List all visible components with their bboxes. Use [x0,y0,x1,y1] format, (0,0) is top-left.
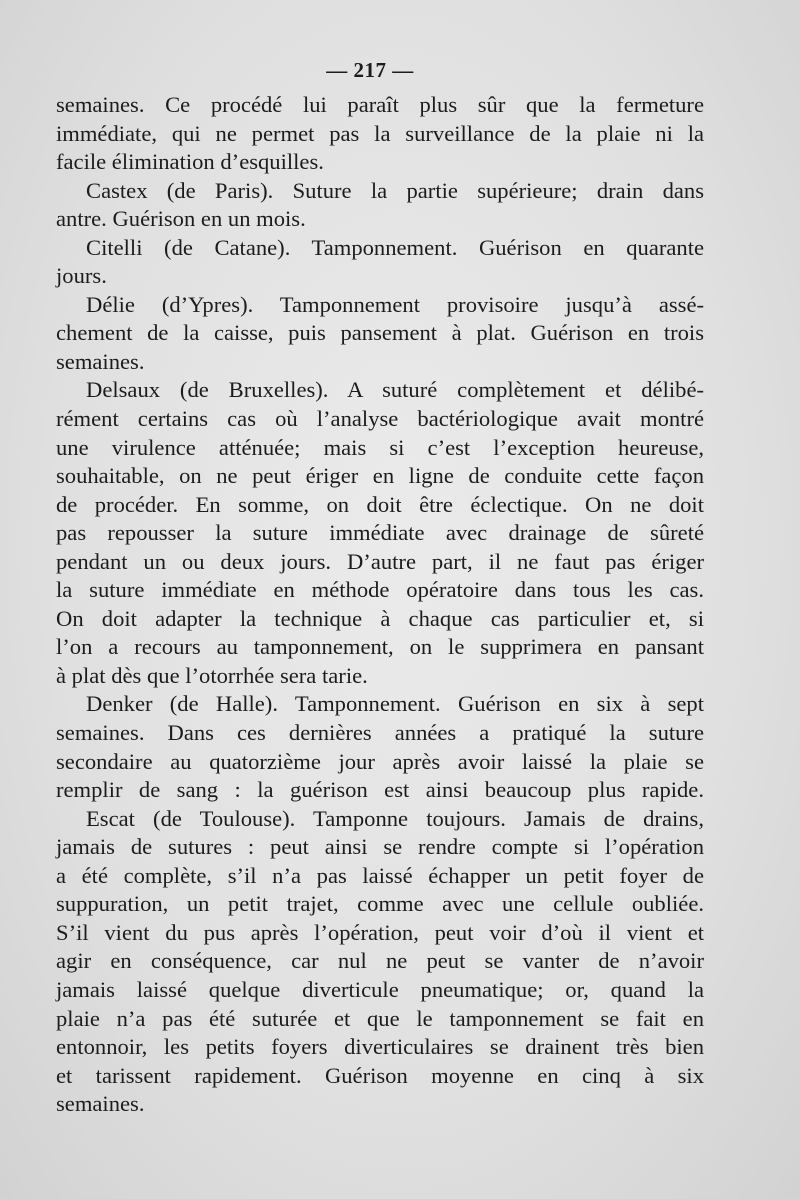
text-line: jamais laissé quelque diverticule pneumatique; or, quand la [56,976,704,1002]
text-line: Castex (de Paris). Suture la partie supérieure; drain dans [86,177,704,203]
text-line: pas repousser la suture immédiate avec drainage de sûreté [56,520,704,546]
text-line: Citelli (de Catane). Tamponnement. Guérison en quarante [86,234,704,260]
text-line: Escat (de Toulouse). Tamponne toujours. Jamais de drains, [86,805,704,831]
text-line: la suture immédiate en méthode opératoire dans tous les cas. [56,577,704,603]
text-line: remplir de sang : la guérison est ainsi beaucoup plus rapide. [56,777,704,803]
text-line: rément certains cas où l’analyse bactériologique avait montré [56,406,704,432]
text-line: a été complète, s’il n’a pas laissé échapper un petit foyer de [56,862,704,888]
text-line: semaines. [56,348,145,374]
body-text [56,91,704,1119]
text-line: une virulence atténuée; mais si c’est l’exception heureuse, [56,434,704,460]
text-line: semaines. Dans ces dernières années a pratiqué la suture [56,720,704,746]
text-line: et tarissent rapidement. Guérison moyenne en cinq à six [56,1062,704,1088]
text-line: souhaitable, on ne peut ériger en ligne de conduite cette façon [56,463,704,489]
text-line: Délie (d’Ypres). Tamponnement provisoire jusqu’à assé- [86,291,704,317]
text-line: pendant un ou deux jours. D’autre part, il ne faut pas ériger [56,548,704,574]
text-line: facile élimination d’esquilles. [56,149,324,175]
text-line: agir en conséquence, car nul ne peut se vanter de n’avoir [56,948,704,974]
text-line: jamais de sutures : peut ainsi se rendre compte si l’opération [56,834,704,860]
text-line: de procéder. En somme, on doit être éclectique. On ne doit [56,491,704,517]
text-line: On doit adapter la technique à chaque cas particulier et, si [56,605,704,631]
page-number: — 217 — [326,58,414,82]
text-line: à plat dès que l’otorrhée sera tarie. [56,662,368,688]
text-line: semaines. Ce procédé lui paraît plus sûr que la fermeture [56,92,704,117]
text-line: semaines. [56,1091,145,1117]
text-line: immédiate, qui ne permet pas la surveillance de la plaie ni la [56,120,704,146]
text-line: S’il vient du pus après l’opération, peut voir d’où il vient et [56,919,704,945]
text-line: l’on a recours au tamponnement, on le supprimera en pansant [56,634,704,660]
text-line: Delsaux (de Bruxelles). A suturé complètement et délibé- [86,377,704,403]
text-line: chement de la caisse, puis pansement à plat. Guérison en trois [56,320,704,346]
text-line: secondaire au quatorzième jour après avoir laissé la plaie se [56,748,704,774]
text-line: jours. [56,263,107,289]
text-line: Denker (de Halle). Tamponnement. Guérison en six à sept [86,691,704,717]
text-line: plaie n’a pas été suturée et que le tamponnement se fait en [56,1005,704,1031]
text-line: suppuration, un petit trajet, comme avec une cellule oubliée. [56,891,704,917]
text-line: antre. Guérison en un mois. [56,206,306,232]
text-line: entonnoir, les petits foyers diverticulaires se drainent très bien [56,1034,704,1060]
